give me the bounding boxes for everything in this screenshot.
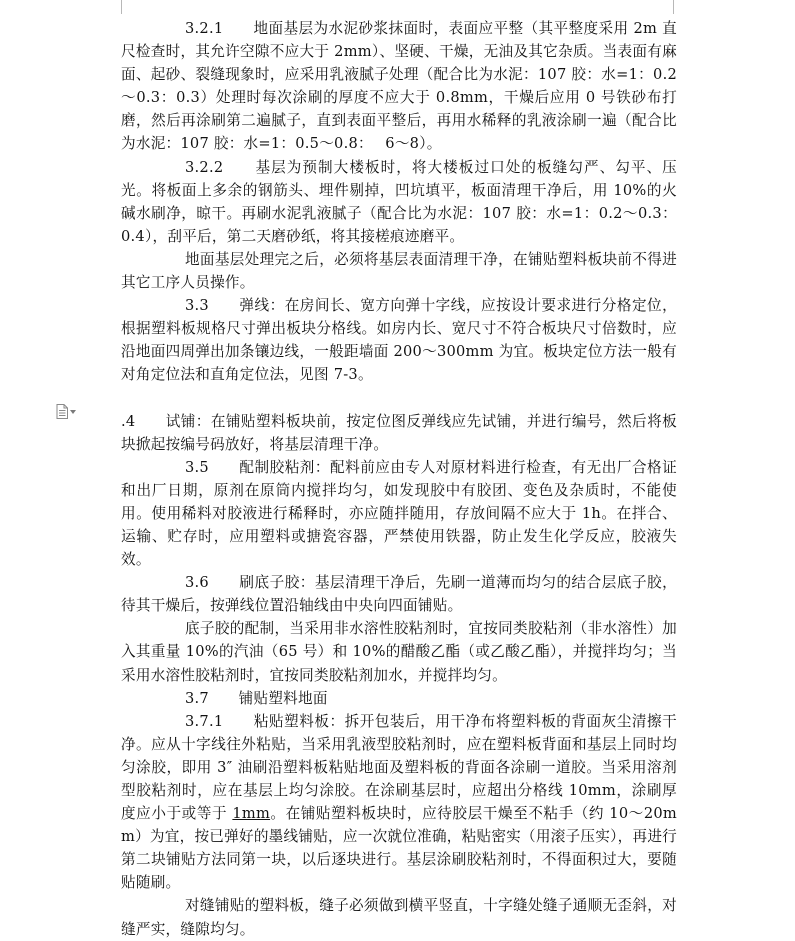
paragraph-3-7-1-part-a: 3.7.1 粘贴塑料板：拆开包装后，用干净布将塑料板的背面灰尘清擦干净。应从十字线往外粘贴，当采用乳液型胶粘剂时，应在塑料板背面和基层上同时均匀涂胶，即用 3″ 油刷沿塑料板粘贴地面及塑料板的背面各涂刷一道胶。当采用溶剂型胶粘剂时，应在基层上均匀涂胶。在涂刷基层时，应超出分格线 10mm，涂刷厚度应小于或等于 [121,712,677,823]
paragraph-3-6: 3.6 刷底子胶：基层清理干净后，先刷一道薄而均匀的结合层底子胶，待其干燥后，按弹线位置沿轴线由中央向四面铺贴。 [121,574,677,615]
document-body[interactable] [121,17,677,941]
paragraph-seam-alignment: 对缝铺贴的塑料板，缝子必须做到横平竖直，十字缝处缝子通顺无歪斜，对缝严实，缝隙均匀。 [121,897,677,938]
paragraph-3-7-1-part-b: 。在铺贴塑料板块时，应待胶层干燥至不粘手（约 10～20mm）为宜，按已弹好的墨线铺贴，应一次就位准确，粘贴密实（用滚子压实），再进行第二块铺贴方法同第一块，以后逐块进行。基层涂刷胶粘剂时，不得面积过大，要随贴随刷。 [121,805,678,892]
paragraph-3-3: 3.3 弹线：在房间长、宽方向弹十字线，应按设计要求进行分格定位，根据塑料板规格尺寸弹出板块分格线。如房内长、宽尺寸不符合板块尺寸倍数时，应沿地面四周弹出加条镶边线，一般距墙面 200～300mm 为宜。板块定位方法一般有对角定位法和直角定位法，见图 7-3。 [121,297,677,384]
document-layout-icon[interactable] [56,404,68,419]
heading-3-7: 3.7 铺贴塑料地面 [185,689,328,707]
chevron-down-icon[interactable] [70,410,76,414]
paragraph-3-2-2: 3.2.2 基层为预制大楼板时，将大楼板过口处的板缝勾严、勾平、压光。将板面上多余的钢筋头、埋件剔掉，凹坑填平，板面清理干净后，用 10%的火碱水刷净，晾干。再刷水泥乳液腻子（配合比为水泥：107 胶：水=1：0.2～0.3：0.4），刮平后，第二天磨砂纸，将其接槎痕迹磨平。 [121,158,677,245]
paragraph-3-5: 3.5 配制胶粘剂：配料前应由专人对原材料进行检查，有无出厂合格证和出厂日期，原剂在原筒内搅拌均匀，如发现胶中有胶团、变色及杂质时，不能使用。使用稀料对胶液进行稀释时，亦应随拌随用，存放间隔不应大于 1h。在拌合、运输、贮存时，应用塑料或搪瓷容器，严禁使用铁器，防止发生化学反应，胶液失效。 [121,458,677,569]
margin-corner-mark-left [121,0,122,14]
underlined-thickness: 1mm [232,805,271,823]
paragraph-3-7-1 [121,710,677,895]
paragraph-base-cleanup: 地面基层处理完之后，必须将基层表面清理干净，在铺贴塑料板块前不得进其它工序人员操作。 [121,250,677,292]
paragraph-primer-mix: 底子胶的配制，当采用非水溶性胶粘剂时，宜按同类胶粘剂（非水溶性）加入其重量 10%的汽油（65 号）和 10%的醋酸乙酯（或乙酸乙酯），并搅拌均匀；当采用水溶性胶粘剂时，宜按同类胶粘剂加水，并搅拌均匀。 [121,620,677,684]
paragraph-3-2-1: 3.2.1 地面基层为水泥砂浆抹面时，表面应平整（其平整度采用 2m 直尺检查时，其允许空隙不应大于 2mm）、坚硬、干燥，无油及其它杂质。当表面有麻面、起砂、裂缝现象时，应采用乳液腻子处理（配合比为水泥：107 胶：水=1：0.2～0.3：0.3）处理时每次涂刷的厚度不应大于 0.8mm，干燥后应用 0 号铁砂布打磨，然后再涂刷第二遍腻子，直到表面平整后，再用水稀释的乳液涂刷一遍（配合比为水泥：107 胶：水=1：0.5～0.8： 6～8）。 [121,20,677,153]
paragraph-3-4: .4 试铺：在铺贴塑料板块前，按定位图反弹线应先试铺，并进行编号，然后将板块掀起按编号码放好，将基层清理干净。 [121,412,677,453]
margin-corner-mark-right [673,0,674,14]
